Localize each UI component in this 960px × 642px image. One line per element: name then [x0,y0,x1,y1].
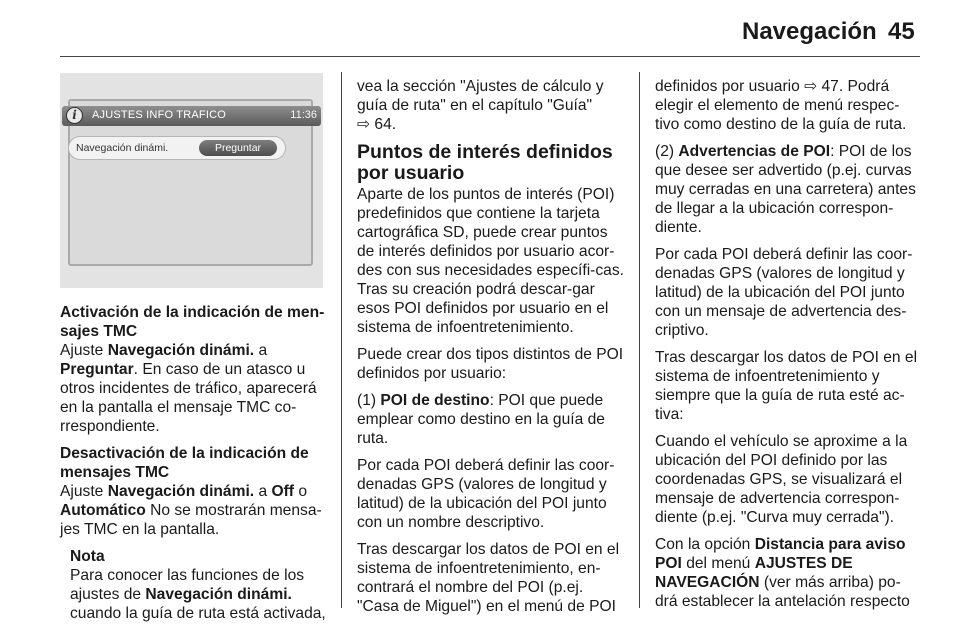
text: Ajuste [60,342,108,359]
bold-text: Off [271,483,294,500]
text: vea la sección "Ajustes de cálculo y guía de ruta" en el capítulo "Guía" [357,78,604,114]
display-title-bar [62,106,321,126]
bold-text: Distancia para aviso POI [655,536,906,572]
heading-activation: Activación de la indicación de men-sajes TMC [60,304,325,340]
paragraph: Tras descargar los datos de POI en el sistema de infoentretenimiento, en-contrará el nombre del POI (p.ej. "Casa de Miguel") en el menú de POI [357,541,620,615]
dynamic-nav-setting-row[interactable] [68,136,286,160]
bold-text: POI de destino [380,392,490,409]
column-divider-2 [639,72,640,608]
bold-text: AJUSTES DE NAVEGACIÓN [655,555,853,591]
paragraph: Por cada POI deberá definir las coor-denadas GPS (valores de longitud y latitud) de la ubicación del POI junto con un nombre descriptivo. [357,457,615,531]
setting-value-button[interactable]: Preguntar [199,140,277,156]
text: a [254,483,272,500]
bold-text: Navegación dinámi. [107,342,255,359]
bold-text: Preguntar [60,361,134,378]
paragraph: definidos por usuario ⇨ 47. Podrá elegir el elemento de menú respec-tivo como destino de la guía de ruta. [655,78,907,133]
text: (1) [357,392,381,409]
bold-text: Navegación dinámi. [145,586,292,603]
heading-deactivation: Desactivación de la indicación de mensajes TMC [60,445,309,481]
display-clock: 11:36 [290,109,317,121]
text: No se mostrarán mensa-jes TMC en la pantalla. [60,502,322,538]
info-icon: i [66,107,83,124]
text: : POI de los que desee ser advertido (p.ej. curvas muy cerradas en una carretera) antes de llegar a la ubicación correspon-diente. [655,143,916,236]
text: Ajuste [60,483,108,500]
text: : POI que puede emplear como destino en la guía de ruta. [357,392,605,447]
paragraph: Aparte de los puntos de interés (POI) predefinidos que contiene la tarjeta cartográfica SD, puede crear puntos de interés definidos por usuario acor-des con sus necesidades específi-cas. Tras su creación podrá descar-gar esos POI definidos por usuario en el sistema de infoentretenimiento. [357,186,624,336]
bold-text: Automático [60,502,146,519]
paragraph: Por cada POI deberá definir las coor-denadas GPS (valores de longitud y latitud) de la ubicación del POI junto con un mensaje de advertencia des-criptivo. [655,246,913,339]
page-number: 45 [888,18,915,45]
text: cuando la guía de ruta está activada, [70,605,326,622]
section-heading: Puntos de interés definidos por usuario [357,141,613,184]
note-box [60,547,328,623]
page-reference: ⇨ 64. [357,116,397,133]
column-2 [357,77,627,624]
column-3 [655,77,923,619]
paragraph: Puede crear dos tipos distintos de POI definidos por usuario: [357,346,624,382]
column-divider-1 [341,72,342,608]
display-title: AJUSTES INFO TRAFICO [92,109,226,121]
page-title: Navegación [742,18,877,45]
paragraph: Cuando el vehículo se aproxime a la ubicación del POI definido por las coordenadas GPS, se visualizará el mensaje de advertencia correspon-diente (p.ej. "Curva muy cerrada"). [655,433,908,526]
setting-label: Navegación dinámi. [76,142,169,154]
bold-text: Navegación dinámi. [107,483,255,500]
text: (ver más arriba) po-drá establecer la antelación respecto [655,574,910,610]
text: Con la opción [655,536,755,553]
text: del menú [681,555,755,572]
display-screenshot [60,73,323,288]
text: a [254,342,268,359]
header-rule [60,56,920,57]
paragraph: Tras descargar los datos de POI en el sistema de infoentretenimiento y siempre que la guía de ruta esté ac-tiva: [655,349,918,423]
text: (2) [655,143,679,160]
note-title: Nota [70,548,105,565]
column-1 [60,303,328,623]
text: Para conocer las funciones de los ajustes de [70,567,305,603]
text: . En caso de un atasco u otros incidentes de tráfico, aparecerá en la pantalla el mensaje TMC co-rrespondiente. [60,361,317,435]
bold-text: Advertencias de POI [678,143,831,160]
text: o [294,483,308,500]
page-header [0,14,960,54]
